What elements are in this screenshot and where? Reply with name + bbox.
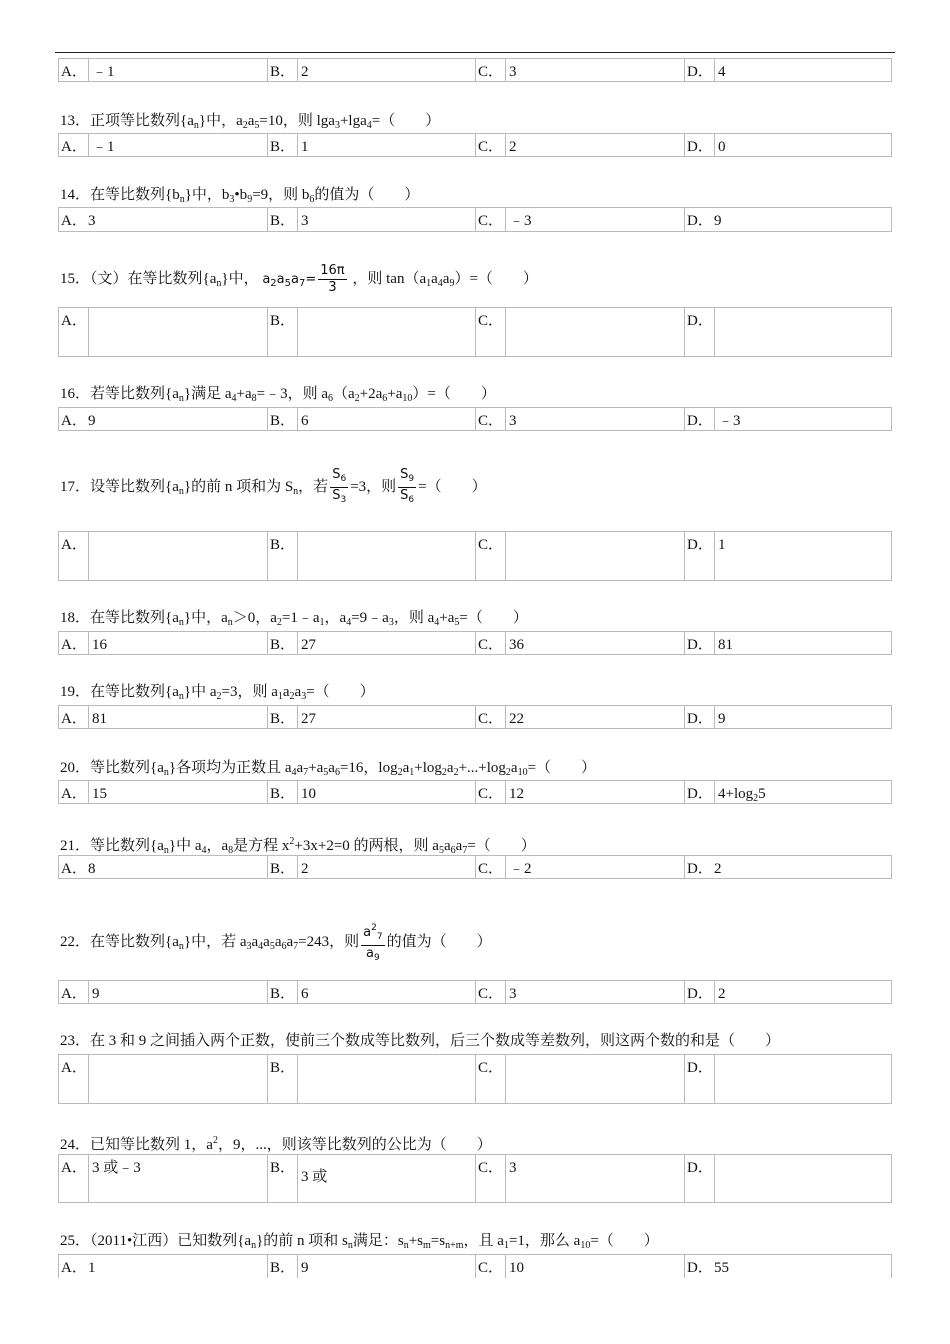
option-b[interactable]: B． 27	[267, 706, 476, 728]
options-row-q24	[58, 1154, 892, 1203]
option-b-value: 2	[301, 64, 309, 80]
option-d[interactable]: D． ﹣3	[684, 408, 893, 430]
formula-a2a5a7: $a_2a_5a_7=$	[262, 272, 317, 289]
options-row-q25	[58, 1254, 892, 1278]
option-d[interactable]: D． $4+\log_25$	[684, 781, 893, 803]
option-a[interactable]: A． 15	[59, 781, 267, 803]
options-row-q12	[58, 58, 892, 82]
options-row-q14	[58, 207, 892, 232]
fraction-s9-over-s6: $\frac{S_9}{S_6}$	[400, 467, 415, 506]
option-d[interactable]: D． 81	[684, 632, 893, 654]
option-a-value: ﹣1	[92, 64, 115, 80]
option-d[interactable]: D． 9	[684, 208, 893, 231]
option-a[interactable]: A．	[59, 308, 267, 356]
option-a[interactable]: A． 3 或﹣3	[59, 1155, 267, 1202]
option-c[interactable]: C．	[475, 532, 685, 580]
option-d[interactable]: D． 4	[684, 59, 893, 81]
option-a[interactable]: A． 8	[61, 861, 96, 877]
option-b[interactable]: B．	[267, 1055, 476, 1103]
option-b[interactable]: B． 3	[267, 208, 476, 231]
options-row-q20	[58, 780, 892, 804]
option-c[interactable]: C． 36	[475, 632, 685, 654]
options-row-q19	[58, 705, 892, 729]
option-a[interactable]: A． 3	[61, 213, 96, 229]
fraction-16pi-over-3: $\frac{16\pi}{3}$	[320, 263, 345, 296]
option-c[interactable]: C． ﹣2	[475, 856, 685, 878]
option-a[interactable]: A． ﹣1	[59, 134, 267, 156]
option-c[interactable]: C． 3	[475, 408, 685, 430]
option-c[interactable]: C． 3	[475, 1155, 685, 1202]
options-row-q13	[58, 133, 892, 157]
options-row-q15	[58, 307, 892, 357]
option-c[interactable]: C． 3	[475, 59, 685, 81]
options-row-q18	[58, 631, 892, 655]
option-c[interactable]: C． ﹣3	[475, 208, 685, 231]
option-d[interactable]: D．	[684, 1155, 893, 1202]
option-d[interactable]: D． 0	[684, 134, 893, 156]
option-c[interactable]: C．	[475, 308, 685, 356]
option-d[interactable]: D．	[684, 1055, 893, 1103]
option-d[interactable]: D． 1	[684, 532, 893, 580]
option-d-value: 4	[718, 64, 726, 80]
question-13: 13．正项等比数列$\{a_n\}$中，$a_2a_5=10$，则 lga$_3$+lga$_4$=（ ）	[60, 113, 441, 131]
option-a[interactable]: A． 9	[61, 413, 96, 429]
option-a[interactable]: A． 1	[61, 1260, 96, 1276]
option-c[interactable]: C． 12	[475, 781, 685, 803]
option-d[interactable]: D． 9	[684, 706, 893, 728]
option-a[interactable]: A． 16	[59, 632, 267, 654]
option-c[interactable]: C．	[475, 1055, 685, 1103]
fraction-s6-over-s3: $\frac{S_6}{S_3}$	[332, 467, 347, 506]
question-23: 23．在 3 和 9 之间插入两个正数，使前三个数成等比数列，后三个数成等差数列，则这两个数的和是（ ）	[60, 1033, 781, 1049]
option-b[interactable]: B． 6	[267, 981, 476, 1003]
option-c[interactable]: C． 10	[475, 1255, 685, 1278]
option-d[interactable]: D． 2	[684, 981, 893, 1003]
option-b[interactable]: B． 3 或	[267, 1155, 476, 1202]
option-c[interactable]: C． 3	[475, 981, 685, 1003]
question-24: 24．已知等比数列 1，$a^2$，9，...，则该等比数列的公比为（ ）	[60, 1135, 492, 1153]
options-row-q22	[58, 980, 892, 1004]
option-d[interactable]: D． 2	[684, 856, 893, 878]
question-19: 19．在等比数列$\{a_n\}$中 $a_2=3$，则 $a_1a_2a_3=$（ ）	[60, 684, 375, 702]
option-b[interactable]: B．	[267, 532, 476, 580]
option-b[interactable]: B． 9	[267, 1255, 476, 1278]
option-a[interactable]: A．	[59, 1055, 267, 1103]
option-c[interactable]: C． 2	[475, 134, 685, 156]
question-22: 22．在等比数列$\{a_n\}$中，若 $a_3a_4a_5a_6a_7=243$，则 $\frac{a^2_7}{a_9}$ 的值为（ ）	[60, 912, 492, 977]
option-a[interactable]: A．	[59, 532, 267, 580]
fraction-a7sq-over-a9: $\frac{a^2_7}{a_9}$	[361, 920, 384, 966]
option-b[interactable]: B． 6	[267, 408, 476, 430]
question-17: 17．设等比数列$\{a_n\}$的前 n 项和为 $S_n$，若 $\frac{S_6}{S_3}$ =3，则 $\frac{S_9}{S_6}$ =（ ）	[60, 465, 487, 514]
option-c-value: 3	[509, 64, 517, 80]
option-d[interactable]: D． 55	[684, 1255, 893, 1278]
option-b[interactable]: B． 1	[267, 134, 476, 156]
question-16: 16．若等比数列$\{a_n\}$满足 $a_4+a_8=﹣3$，则 $a_6(a_2+2a_6+a_{10})=$（ ）	[60, 386, 496, 404]
options-row-q21	[58, 855, 892, 879]
question-14: 14．在等比数列$\{b_n\}$中，$b_3•b_9=9$，则 $b_6$的值为（ ）	[60, 187, 420, 205]
option-a[interactable]: A． ﹣1	[59, 59, 267, 81]
option-c[interactable]: C． 22	[475, 706, 685, 728]
question-15: 15．（文）在等比数列$\{a_n\}$中， $a_2a_5a_7=$ $\frac{16\pi}{3}$ ，则 $\tan(a_1a_4a_9)=$（ ）	[60, 263, 538, 296]
question-25: 25．（2011•江西）已知数列$\{a_n\}$的前 n 项和 $s_n$满足：$s_n+s_m=s_{n+m}$，且 $a_1=1$，那么 $a_{10}=$（ ）	[60, 1233, 659, 1251]
options-row-q16	[58, 407, 892, 431]
top-rule	[55, 52, 895, 53]
option-d[interactable]: D．	[684, 308, 893, 356]
option-b[interactable]: B．	[267, 308, 476, 356]
question-18: 18．在等比数列$\{a_n\}$中，$a_n>0$，$a_2=1﹣a_1$，$a_4=9﹣a_3$，则 $a_4+a_5=$（ ）	[60, 610, 528, 628]
options-row-q23	[58, 1054, 892, 1104]
option-b[interactable]: B． 2	[267, 59, 476, 81]
option-a[interactable]: A． 9	[59, 981, 267, 1003]
options-row-q17	[58, 531, 892, 581]
question-21: 21．等比数列$\{a_n\}$中 $a_4$，$a_8$是方程 $x^2+3x+2=0$ 的两根，则 $a_5a_6a_7=$（ ）	[60, 836, 536, 856]
option-b[interactable]: B． 27	[267, 632, 476, 654]
option-a[interactable]: A． 81	[59, 706, 267, 728]
option-b[interactable]: B． 2	[267, 856, 476, 878]
question-20: 20．等比数列$\{a_n\}$各项均为正数且 $a_4a_7+a_5a_6=16$，$\log_2a_1+\log_2a_2+...+\log_2a_{10}=$（ ）	[60, 760, 597, 778]
option-b[interactable]: B． 10	[267, 781, 476, 803]
